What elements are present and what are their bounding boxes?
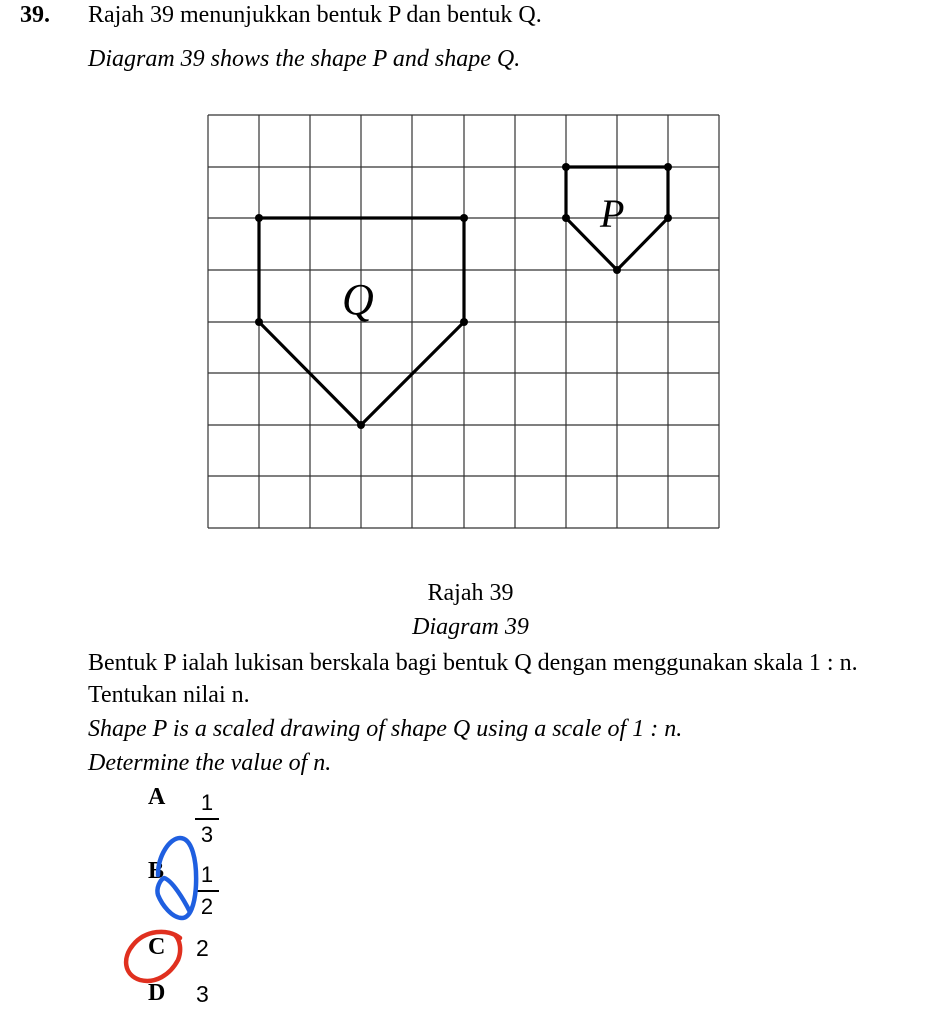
instruction-malay: Tentukan nilai n. bbox=[88, 682, 250, 708]
statement-malay: Bentuk P ialah lukisan berskala bagi bentuk Q dengan menggunakan skala 1 : n. bbox=[88, 650, 858, 676]
blue-circle-annotation bbox=[157, 838, 196, 918]
label-q: Q bbox=[342, 275, 374, 324]
option-b-denominator: 2 bbox=[200, 894, 214, 919]
caption-malay: Rajah 39 bbox=[427, 580, 514, 606]
instruction-english: Determine the value of n. bbox=[88, 750, 332, 776]
question-text-malay: Rajah 39 menunjukkan bentuk P dan bentuk Q. bbox=[88, 2, 542, 28]
option-c-value: 2 bbox=[196, 935, 209, 961]
option-d-letter: D bbox=[148, 980, 166, 1006]
option-b-numerator: 1 bbox=[200, 862, 214, 887]
option-b-letter: B bbox=[148, 858, 165, 884]
label-p: P bbox=[600, 191, 625, 236]
caption-english: Diagram 39 bbox=[412, 614, 529, 640]
question-text-english: Diagram 39 shows the shape P and shape Q. bbox=[88, 46, 521, 72]
statement-english: Shape P is a scaled drawing of shape Q using a scale of 1 : n. bbox=[88, 716, 683, 742]
question-number: 39. bbox=[20, 2, 50, 28]
option-d-value: 3 bbox=[196, 981, 209, 1007]
red-circle-annotation bbox=[126, 932, 180, 981]
option-c-letter: C bbox=[148, 934, 166, 960]
option-a-numerator: 1 bbox=[200, 790, 214, 815]
option-a-letter: A bbox=[148, 784, 166, 810]
option-a-denominator: 3 bbox=[200, 822, 214, 847]
